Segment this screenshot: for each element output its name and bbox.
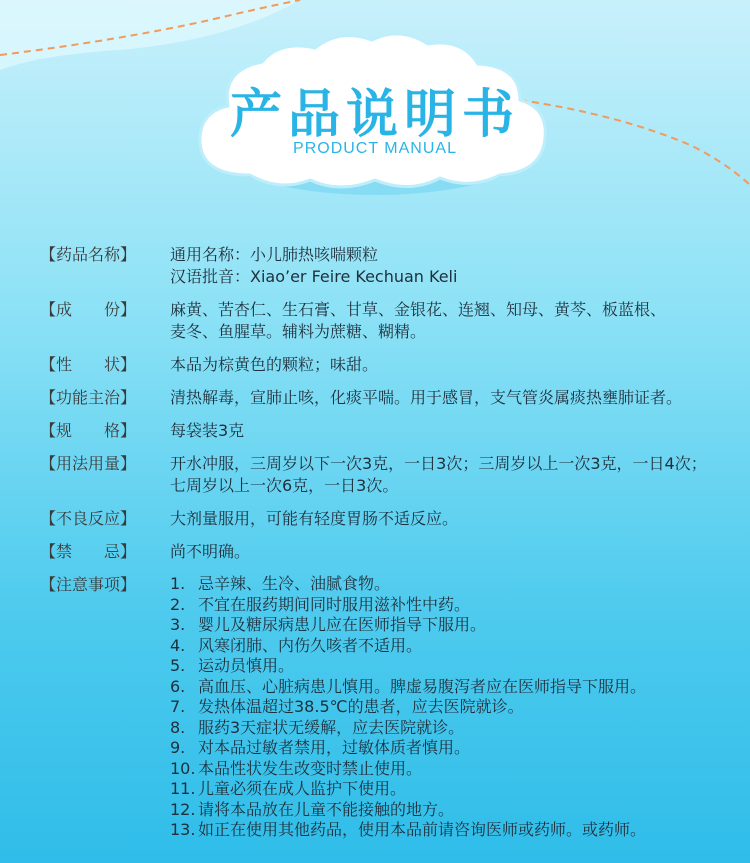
precaution-item [170, 595, 740, 616]
manual-content [40, 244, 740, 852]
section-appearance [40, 354, 740, 376]
precaution-item [170, 697, 740, 718]
precaution-number: 3. [170, 615, 186, 634]
precaution-number: 12. [170, 799, 196, 819]
page-subtitle: PRODUCT MANUAL [293, 140, 457, 157]
dashed-curve-right [520, 100, 750, 185]
precaution-text: 对本品过敏者禁用，过敏体质者慎用。 [198, 738, 471, 757]
section-label: 【注意事项】 [40, 575, 137, 594]
section-adverse-reactions [40, 508, 740, 530]
precaution-number: 5. [170, 656, 186, 675]
section-ingredients [40, 299, 740, 343]
section-value [170, 420, 740, 442]
value-line: 麦冬、鱼腥草。辅料为蔗糖、糊精。 [170, 322, 427, 341]
precaution-item [170, 636, 740, 657]
section-label: 【不良反应】 [40, 509, 137, 528]
section-label: 【性 状】 [40, 355, 137, 374]
precaution-item [170, 759, 740, 780]
section-value [170, 354, 740, 376]
section-value [170, 244, 740, 288]
precaution-text: 风寒闭肺、内伤久咳者不适用。 [198, 635, 423, 655]
section-label: 【用法用量】 [40, 454, 137, 473]
title-block [200, 50, 550, 200]
section-label: 【规 格】 [40, 421, 137, 440]
section-value [170, 387, 740, 409]
section-value [170, 541, 740, 563]
section-contraindications [40, 541, 740, 563]
precaution-number: 8. [170, 717, 186, 737]
value-line: 每袋装3克 [170, 421, 245, 440]
precaution-text: 如正在使用其他药品，使用本品前请咨询医师或药师。或药师。 [198, 820, 647, 839]
page-title: 产品说明书 [229, 85, 520, 145]
value-line: 开水冲服，三周岁以下一次3克，一日3次；三周岁以上一次3克，一日4次； [170, 454, 707, 473]
precaution-number: 7. [170, 697, 186, 716]
precaution-number: 13. [170, 820, 196, 839]
precaution-item [170, 615, 740, 636]
section-specification [40, 420, 740, 442]
precaution-text: 运动员慎用。 [198, 656, 295, 675]
precaution-text: 忌辛辣、生冷、油腻食物。 [198, 574, 391, 593]
value-line: 麻黄、苦杏仁、生石膏、甘草、金银花、连翘、知母、黄芩、板蓝根、 [170, 300, 667, 319]
precaution-number: 9. [170, 738, 186, 757]
precaution-text: 婴儿及糖尿病患儿应在医师指导下服用。 [198, 615, 487, 634]
section-precautions [40, 574, 740, 841]
precaution-number: 2. [170, 594, 186, 614]
precaution-text: 不宜在服药期间同时服用滋补性中药。 [198, 594, 471, 614]
section-indications [40, 387, 740, 409]
precaution-number: 4. [170, 635, 186, 655]
precaution-item [170, 656, 740, 677]
precaution-number: 6. [170, 676, 186, 696]
section-dosage [40, 453, 740, 497]
section-label: 【成 份】 [40, 300, 137, 319]
precaution-number: 10. [170, 758, 196, 778]
section-label: 【药品名称】 [40, 245, 137, 264]
section-value [170, 508, 740, 530]
precaution-text: 发热体温超过38.5℃的患者，应去医院就诊。 [198, 697, 524, 716]
precaution-item [170, 820, 740, 841]
section-drug-name [40, 244, 740, 288]
precaution-item [170, 779, 740, 800]
value-line: 清热解毒，宣肺止咳，化痰平喘。用于感冒，支气管炎属痰热壅肺证者。 [170, 388, 683, 407]
precaution-number: 1. [170, 574, 186, 593]
value-line: 尚不明确。 [170, 542, 251, 561]
precaution-text: 儿童必须在成人监护下使用。 [198, 779, 407, 798]
value-line: 本品为棕黄色的颗粒；味甜。 [170, 355, 379, 374]
precaution-item [170, 677, 740, 698]
section-label: 【功能主治】 [40, 388, 137, 407]
value-line: 通用名称：小儿肺热咳喘颗粒 [170, 245, 379, 264]
precaution-item [170, 738, 740, 759]
precaution-text: 高血压、心脏病患儿慎用。脾虚易腹泻者应在医师指导下服用。 [198, 676, 647, 696]
precautions-list [170, 574, 740, 841]
precaution-item [170, 718, 740, 739]
precaution-text: 请将本品放在儿童不能接触的地方。 [198, 799, 455, 819]
value-line: 大剂量服用，可能有轻度胃肠不适反应。 [170, 509, 459, 528]
section-label: 【禁 忌】 [40, 542, 137, 561]
value-line: 七周岁以上一次6克，一日3次。 [170, 476, 399, 495]
precaution-text: 本品性状发生改变时禁止使用。 [198, 758, 423, 778]
section-value [170, 299, 740, 343]
precaution-text: 服药3天症状无缓解，应去医院就诊。 [198, 717, 465, 737]
precaution-item [170, 800, 740, 821]
value-line: 汉语批音：Xiao’er Feire Kechuan Keli [170, 267, 458, 286]
precaution-number: 11. [170, 779, 196, 798]
precaution-item [170, 574, 740, 595]
section-value [170, 453, 740, 497]
